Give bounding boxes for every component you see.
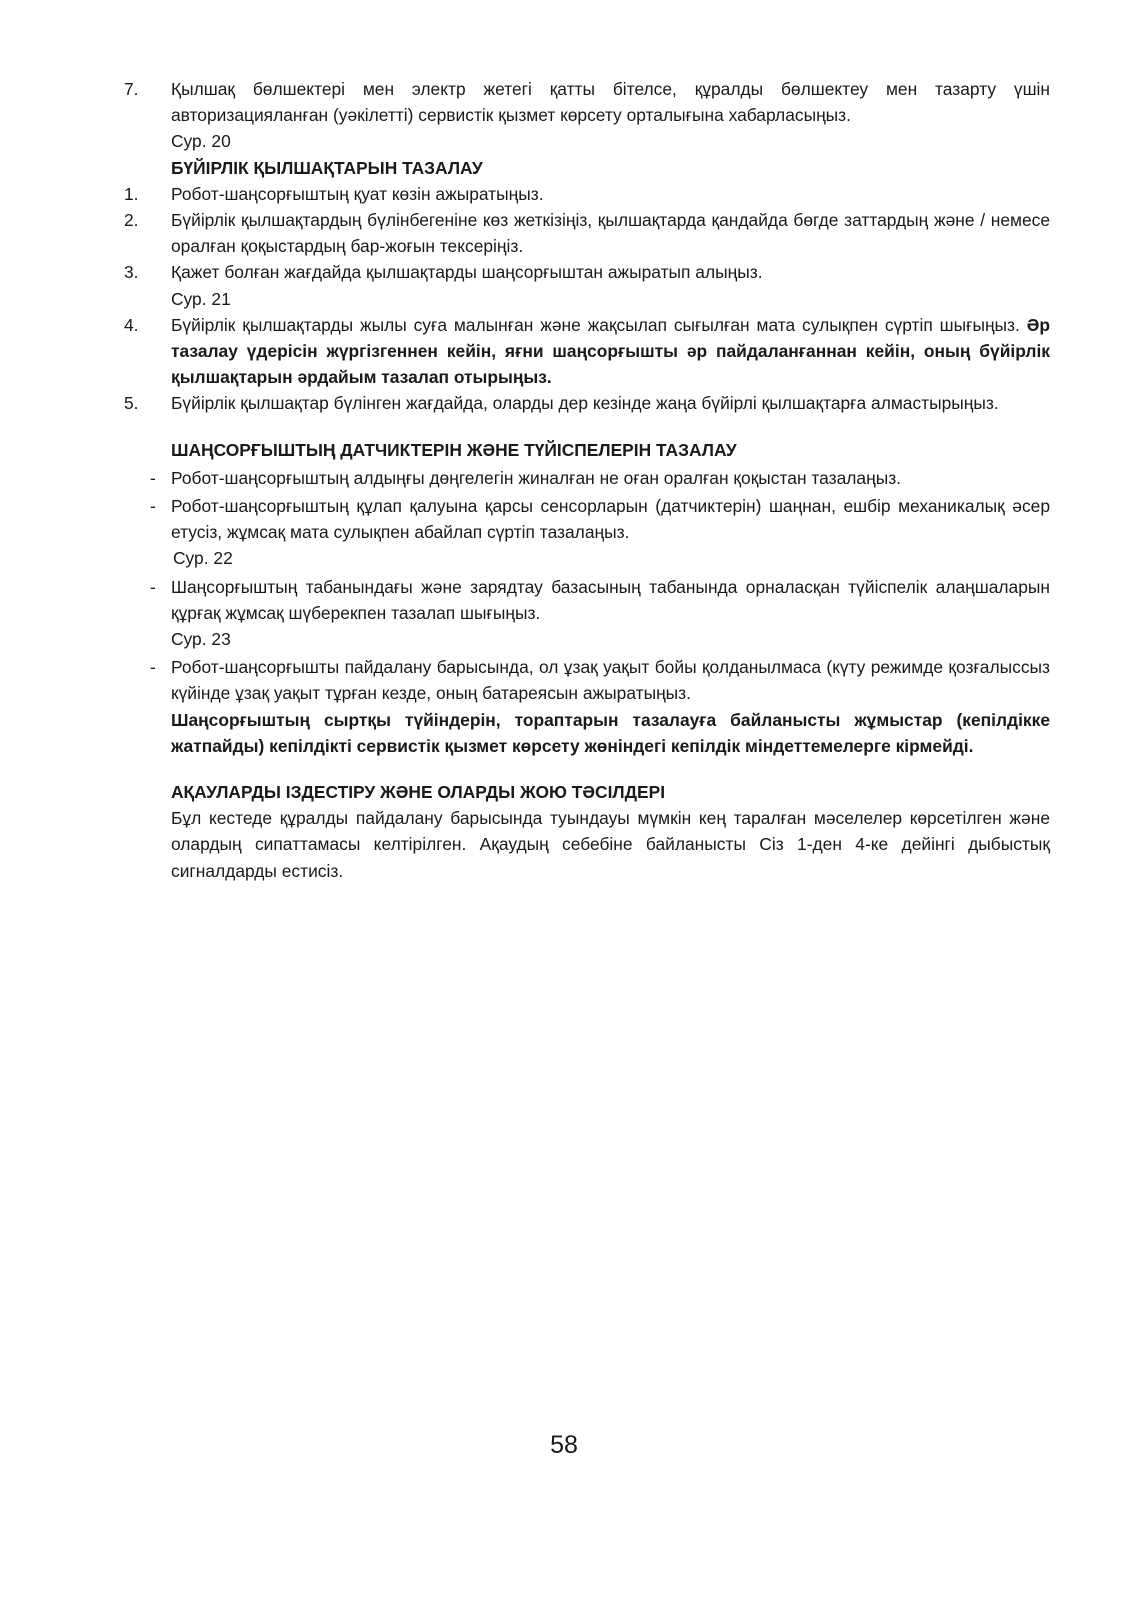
- page-number: 58: [550, 1431, 578, 1459]
- list-item: [124, 181, 1050, 207]
- item-marker: -: [150, 467, 156, 488]
- section-heading-sensors: ШАҢСОРҒЫШТЫҢ ДАТЧИКТЕРІН ЖӘНЕ ТҮЙІСПЕЛЕРІН ТАЗАЛАУ: [171, 439, 737, 460]
- item-number: 2.: [124, 210, 139, 231]
- list-item: [124, 574, 1050, 626]
- troubleshooting-paragraph: Бұл кестеде құралды пайдалану барысында туындауы мүмкін кең таралған мәселелер көрсетілген және олардың сипаттамасы келтірілген. Ақаудың себебіне байланысты Сіз 1-ден 4-ке дейінгі дыбыстық сигналдарды естисіз.: [171, 808, 1050, 881]
- list-item: [124, 654, 1050, 706]
- figure-reference: Сур. 20: [171, 131, 231, 152]
- item-text: Робот-шаңсорғыштың алдыңғы дөңгелегін жиналған не оған оралған қоқыстан тазалаңыз.: [171, 467, 901, 488]
- item-text: Қажет болған жағдайда қылшақтарды шаңсорғыштан ажыратып алыңыз.: [171, 262, 763, 283]
- item-text: Робот-шаңсорғыштың қуат көзін ажыратыңыз.: [171, 183, 544, 204]
- item-number: 3.: [124, 262, 139, 283]
- list-item: [124, 207, 1050, 259]
- item-text: Қылшақ бөлшектері мен электр жетегі қатты бітелсе, құралды бөлшектеу мен тазарту үшін авторизацияланған (уәкілетті) сервистік қызмет көрсету орталығына хабарласыңыз.: [171, 79, 1050, 126]
- item-text: Робот-шаңсорғыштың құлап қалуына қарсы сенсорларын (датчиктерін) шаңнан, ешбір механикалық әсер етусіз, жұмсақ мата сулықпен абайлап сүртіп тазалаңыз.: [171, 496, 1050, 543]
- page-content: [124, 76, 1050, 884]
- item-marker: -: [150, 657, 156, 678]
- list-item: [124, 465, 1050, 491]
- item-text: Бүйірлік қылшақтарды жылы суға малынған және жақсылап сығылған мата сулықпен сүртіп шығыңыз.: [171, 314, 1020, 335]
- figure-reference: Сур. 23: [171, 629, 231, 650]
- item-text: Бүйірлік қылшақтар бүлінген жағдайда, оларды дер кезінде жаңа бүйірлі қылшақтарға алмастырыңыз.: [171, 393, 999, 414]
- item-number: 7.: [124, 79, 139, 99]
- list-item: [124, 493, 1050, 545]
- item-text: Бүйірлік қылшақтардың бүлінбегеніне көз жеткізіңіз, қылшақтарда қандайда бөгде заттардың және / немесе оралған қоқыстардың бар-жоғын тексеріңіз.: [171, 210, 1050, 257]
- item-bold-note: Әр тазалау үдерісін жүргізгеннен кейін, яғни шаңсорғышты әр пайдаланғаннан кейін, оның бүйірлік қылшақтарын әрдайым тазалап отырыңыз.: [171, 314, 1050, 388]
- figure-reference: Сур. 21: [171, 288, 231, 309]
- item-number: 4.: [124, 314, 139, 335]
- list-item: [124, 259, 1050, 285]
- item-number: 1.: [124, 183, 139, 204]
- list-item: [124, 76, 1050, 128]
- item-marker: -: [150, 496, 156, 517]
- item-text: Шаңсорғыштың табанындағы және зарядтау базасының табанында орналасқан түйіспелік алаңшаларын құрғақ жұмсақ шүберекпен тазалап шығыңыз.: [171, 576, 1050, 623]
- section-heading-troubleshooting: АҚАУЛАРДЫ ІЗДЕСТІРУ ЖӘНЕ ОЛАРДЫ ЖОЮ ТӘСІЛДЕРІ: [171, 782, 666, 803]
- list-item: [124, 312, 1050, 391]
- section-heading-side-brushes: БҮЙІРЛІК ҚЫЛШАҚТАРЫН ТАЗАЛАУ: [171, 157, 483, 178]
- list-item: [124, 390, 1050, 416]
- item-text: Робот-шаңсорғышты пайдалану барысында, ол ұзақ уақыт бойы қолданылмаса (күту режимде қозғалыссыз күйінде ұзақ уақыт тұрған кезде, оның батареясын ажыратыңыз.: [171, 657, 1050, 704]
- item-number: 5.: [124, 393, 139, 414]
- item-marker: -: [150, 576, 156, 597]
- warranty-note: Шаңсорғыштың сыртқы түйіндерін, тораптарын тазалауға байланысты жұмыстар (кепілдікке жатпайды) кепілдікті сервистік қызмет көрсету жөніндегі кепілдік міндеттемелерге кірмейді.: [171, 709, 1050, 756]
- figure-reference: Сур. 22: [173, 548, 233, 569]
